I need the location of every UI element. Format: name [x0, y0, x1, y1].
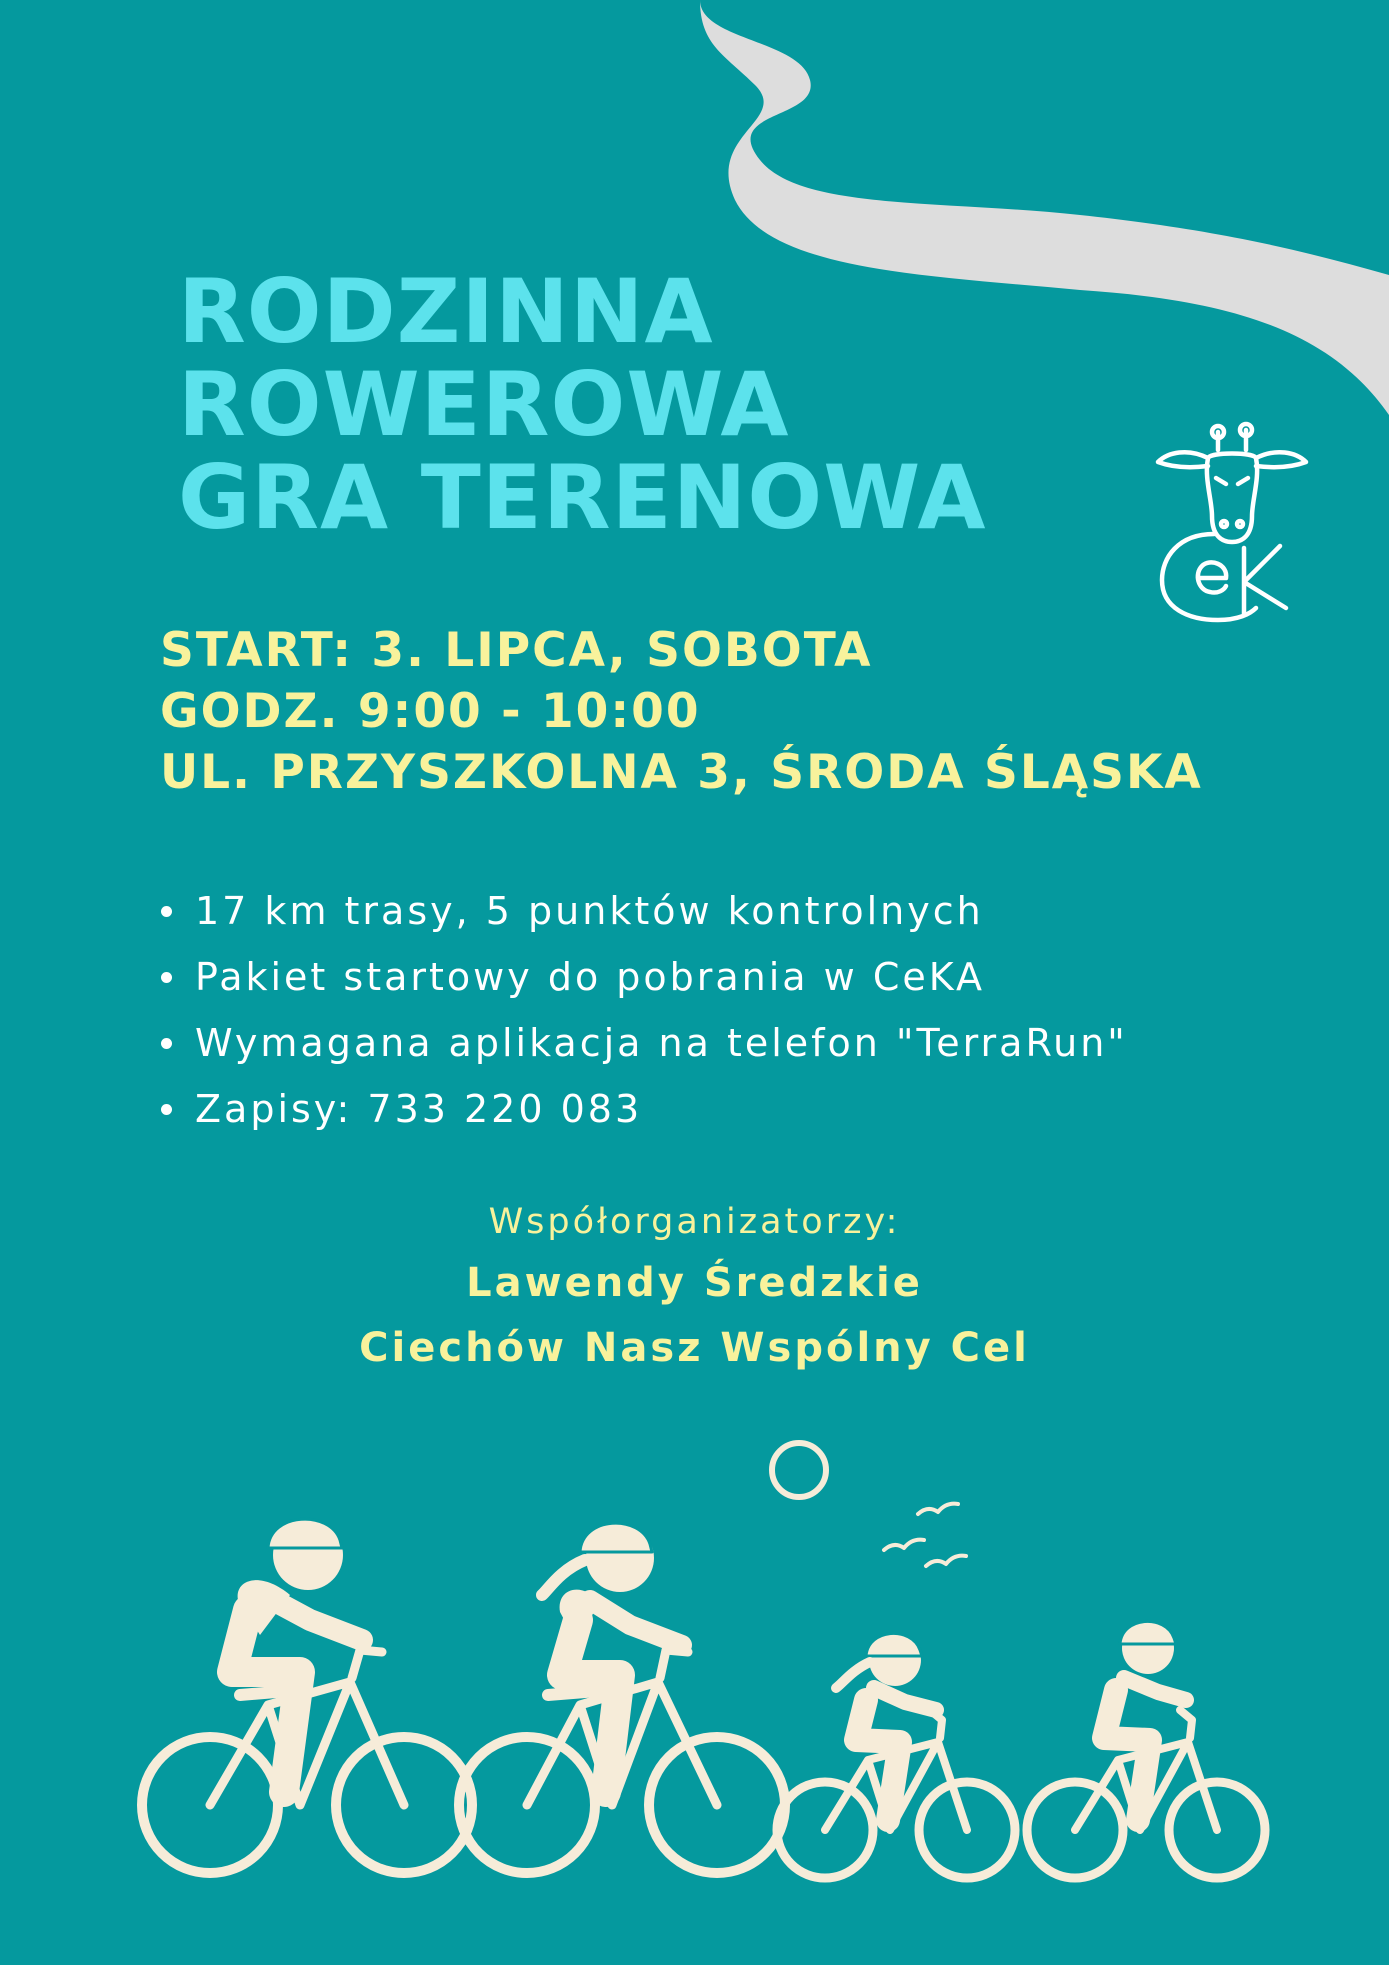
event-time: GODZ. 9:00 - 10:00	[160, 684, 701, 739]
cyclist-child-1	[777, 1633, 1015, 1878]
cyclist-family	[0, 1420, 1389, 1965]
title-line-2: ROWEROWA	[178, 353, 790, 456]
list-item: Wymagana aplikacja na telefon "TerraRun"	[155, 1010, 1128, 1076]
birds-icon	[884, 1504, 966, 1566]
info-list	[155, 878, 1128, 1142]
list-item: 17 km trasy, 5 punktów kontrolnych	[155, 878, 1128, 944]
title-line-1: RODZINNA	[178, 260, 714, 363]
list-item: Pakiet startowy do pobrania w CeKA	[155, 944, 1128, 1010]
event-title	[178, 260, 987, 549]
giraffe-logo-icon	[1148, 418, 1318, 628]
cyclist-adult-1	[142, 1519, 472, 1873]
event-date: START: 3. LIPCA, SOBOTA	[160, 623, 873, 678]
title-line-3: GRA TERENOWA	[178, 446, 987, 549]
coorganizer-name: Ciechów Nasz Wspólny Cel	[359, 1325, 1030, 1371]
list-item: Zapisy: 733 220 083	[155, 1076, 1128, 1142]
event-details	[160, 620, 1203, 803]
cyclist-child-2	[1027, 1621, 1265, 1878]
sun-icon	[772, 1443, 826, 1497]
coorganizer-name: Lawendy Średzkie	[466, 1260, 923, 1306]
coorganizers-label: Współorganizatorzy:	[488, 1202, 901, 1242]
event-address: UL. PRZYSZKOLNA 3, ŚRODA ŚLĄSKA	[160, 745, 1203, 800]
cyclist-adult-2	[459, 1523, 785, 1873]
